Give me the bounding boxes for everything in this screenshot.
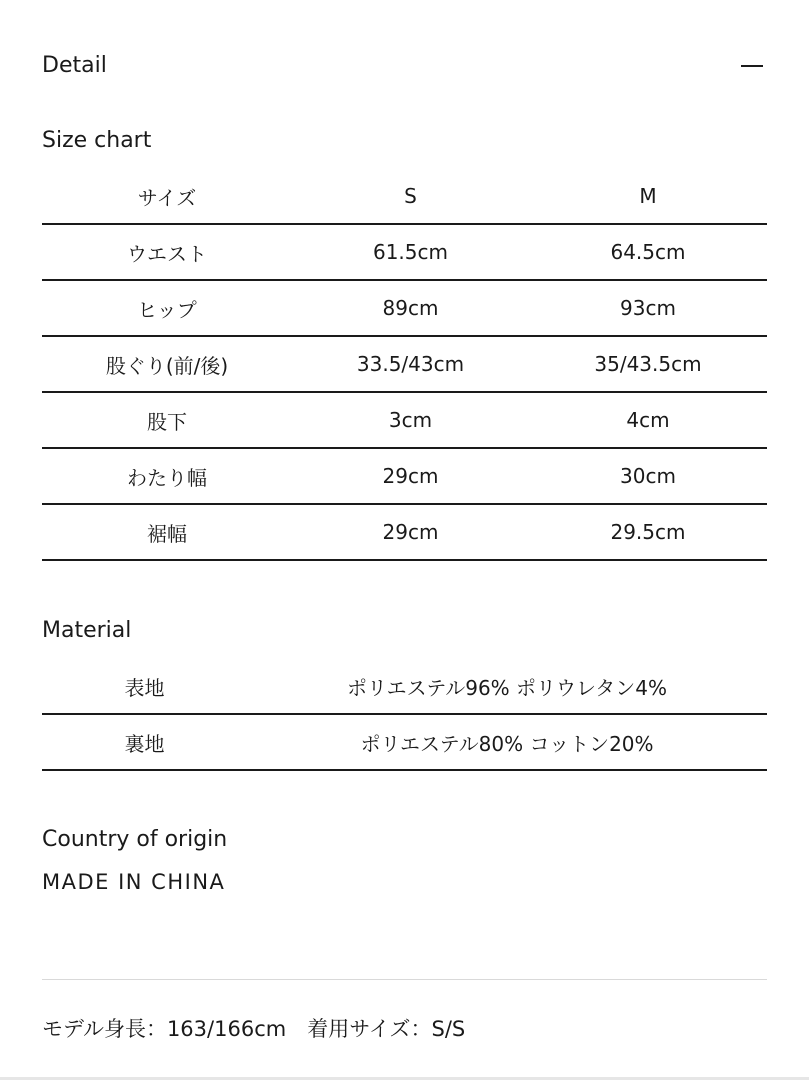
table-row [42, 224, 767, 280]
row-label: 表地 [42, 659, 247, 714]
table-cell: 33.5/43cm [292, 336, 529, 392]
table-row [42, 336, 767, 392]
table-row [42, 504, 767, 560]
material-title: Material [42, 618, 132, 643]
table-row [42, 392, 767, 448]
table-cell: 29cm [292, 504, 529, 560]
table-cell: 30cm [529, 448, 767, 504]
size-chart-header-row [42, 169, 767, 224]
table-cell: 29.5cm [529, 504, 767, 560]
column-header: サイズ [42, 169, 292, 224]
model-size-note: モデル身長：163/166cm 着用サイズ：S/S [42, 1017, 466, 1041]
column-header: M [529, 169, 767, 224]
table-row [42, 659, 767, 714]
row-label: 股下 [42, 392, 292, 448]
table-cell: 93cm [529, 280, 767, 336]
row-label: 裾幅 [42, 504, 292, 560]
size-chart-table [42, 169, 767, 561]
table-cell: 35/43.5cm [529, 336, 767, 392]
minus-icon[interactable] [741, 65, 763, 67]
table-row [42, 448, 767, 504]
row-label: 股ぐり(前/後) [42, 336, 292, 392]
row-label: 裏地 [42, 714, 247, 770]
table-row [42, 280, 767, 336]
table-cell: 89cm [292, 280, 529, 336]
size-chart-title: Size chart [42, 128, 152, 153]
row-label: わたり幅 [42, 448, 292, 504]
material-table [42, 659, 767, 771]
product-detail-panel [42, 0, 767, 1080]
divider [42, 979, 767, 980]
table-row [42, 714, 767, 770]
detail-title: Detail [42, 53, 107, 78]
row-label: ヒップ [42, 280, 292, 336]
detail-header[interactable] [42, 50, 767, 82]
table-cell: ポリエステル96% ポリウレタン4% [247, 659, 767, 714]
table-cell: 29cm [292, 448, 529, 504]
table-cell: 64.5cm [529, 224, 767, 280]
origin-title: Country of origin [42, 827, 228, 852]
table-cell: 61.5cm [292, 224, 529, 280]
table-cell: ポリエステル80% コットン20% [247, 714, 767, 770]
row-label: ウエスト [42, 224, 292, 280]
origin-value: MADE IN CHINA [42, 870, 226, 894]
column-header: S [292, 169, 529, 224]
table-cell: 3cm [292, 392, 529, 448]
table-cell: 4cm [529, 392, 767, 448]
